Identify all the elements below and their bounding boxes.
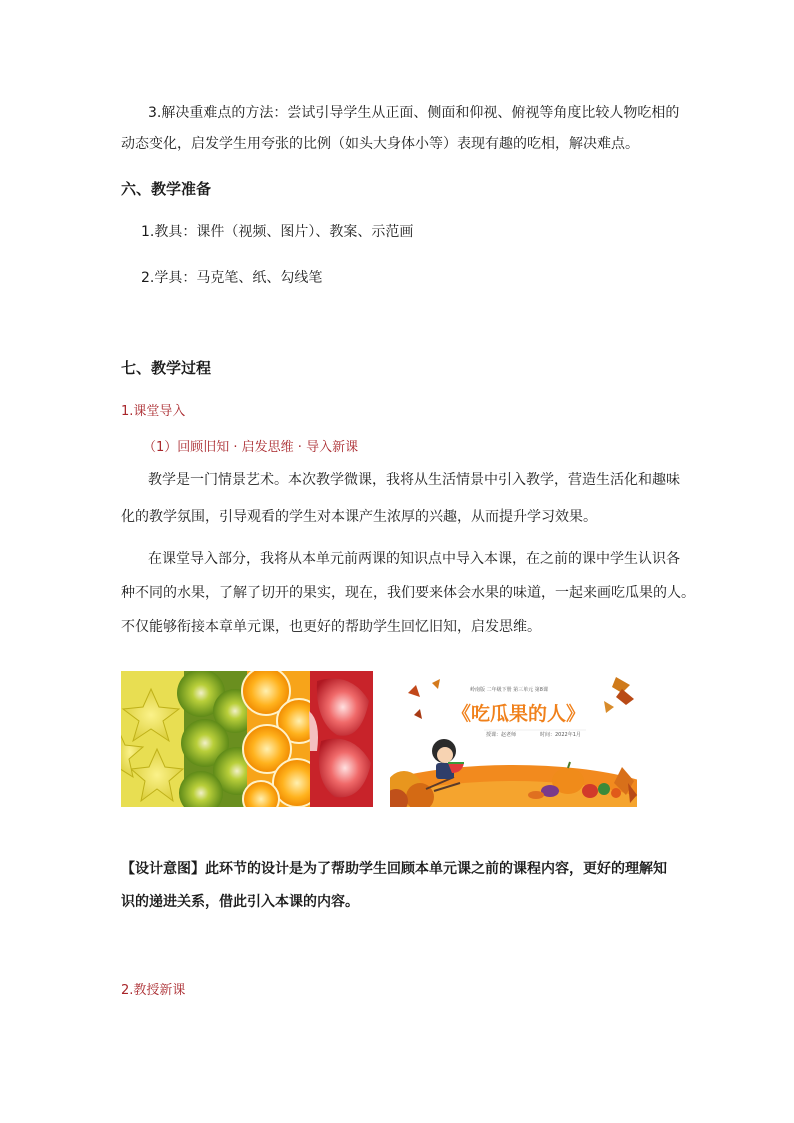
- section6-heading: 六、教学准备: [121, 180, 212, 198]
- slide-time: 时间：2022年1月: [540, 732, 581, 738]
- para2-line1: 在课堂导入部分，我将从本单元前两课的知识点中导入本课，在之前的课中学生认识各: [148, 551, 680, 567]
- fruit-collage-svg: [121, 671, 373, 807]
- design-intent-line2: 识的递进关系，借此引入本课的内容。: [121, 894, 359, 910]
- slide-svg: [390, 671, 637, 807]
- section5-item3-line2: 动态变化，启发学生用夸张的比例（如头大身体小等）表现有趣的吃相，解决难点。: [121, 136, 639, 152]
- slide-teacher: 授课：赵老师: [486, 732, 517, 738]
- slide-top-line: 岭南版 二年级下册 第三单元 第8课: [470, 687, 548, 693]
- subheading-new-lesson: 2.教授新课: [121, 983, 186, 998]
- fruit-cross-section-image: [121, 671, 373, 807]
- section6-item1: 1.教具：课件（视频、图片）、教案、示范画: [141, 224, 414, 240]
- para1-line2: 化的教学氛围，引导观看的学生对本课产生浓厚的兴趣，从而提升学习效果。: [121, 509, 597, 525]
- subheading-class-intro: 1.课堂导入: [121, 404, 186, 419]
- design-intent-line1: 【设计意图】此环节的设计是为了帮助学生回顾本单元课之前的课程内容，更好的理解知: [121, 861, 667, 877]
- section7-heading: 七、教学过程: [121, 359, 212, 377]
- lesson-slide-image: [390, 671, 637, 807]
- para2-line3: 不仅能够衔接本章单元课，也更好的帮助学生回忆旧知，启发思维。: [121, 619, 541, 635]
- para2-line2: 种不同的水果，了解了切开的果实，现在，我们要来体会水果的味道，一起来画吃瓜果的人。: [121, 585, 695, 601]
- section6-item2: 2.学具：马克笔、纸、勾线笔: [141, 270, 323, 286]
- slide-title: 《吃瓜果的人》: [452, 703, 586, 725]
- para1-line1: 教学是一门情景艺术。本次教学微课，我将从生活情景中引入教学，营造生活化和趣味: [148, 472, 680, 488]
- section5-item3-line1: 3.解决重难点的方法：尝试引导学生从正面、侧面和仰视、俯视等角度比较人物吃相的: [148, 105, 680, 121]
- subheading-review: （1）回顾旧知 · 启发思维 · 导入新课: [143, 440, 359, 455]
